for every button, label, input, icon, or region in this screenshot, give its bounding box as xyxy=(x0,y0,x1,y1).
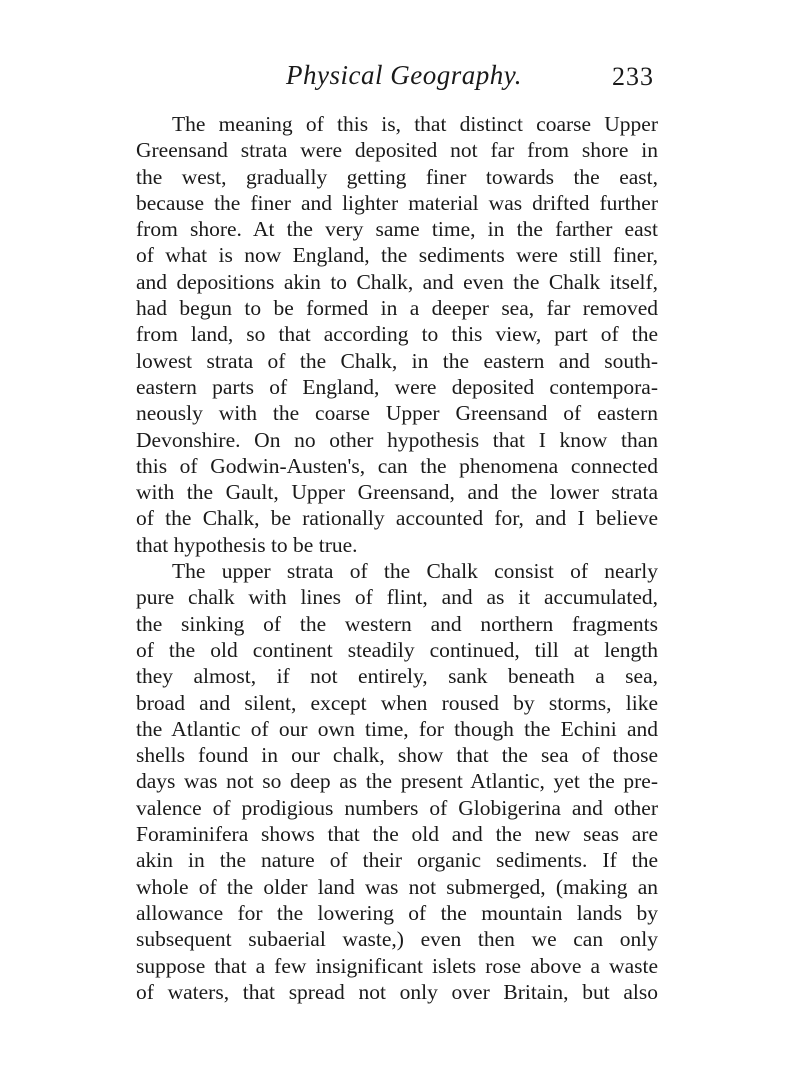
text-line: valence of prodigious numbers of Globigerina and other xyxy=(136,795,658,820)
text-line: Greensand strata were deposited not far from shore in xyxy=(136,138,658,163)
running-head xyxy=(136,60,658,100)
text-line: from shore. At the very same time, in the farther east xyxy=(136,217,658,242)
running-title: Physical Geography. xyxy=(286,60,522,90)
text-line: allowance for the lowering of the mountain lands by xyxy=(136,900,658,925)
text-line: of waters, that spread not only over Britain, but also xyxy=(136,979,658,1004)
text-line: of the Chalk, be rationally accounted for, and I believe xyxy=(136,506,658,531)
text-line: that hypothesis to be true. xyxy=(136,532,358,557)
text-line: had begun to be formed in a deeper sea, far removed xyxy=(136,296,658,321)
body-text xyxy=(136,111,658,1005)
text-line: because the finer and lighter material was drifted further xyxy=(136,190,658,215)
text-line: The meaning of this is, that distinct coarse Upper xyxy=(172,112,658,136)
text-line: akin in the nature of their organic sediments. If the xyxy=(136,848,658,873)
text-line: they almost, if not entirely, sank beneath a sea, xyxy=(136,664,658,689)
text-line: from land, so that according to this view, part of the xyxy=(136,322,658,347)
text-line: Devonshire. On no other hypothesis that I know than xyxy=(136,427,658,452)
text-line: subsequent subaerial waste,) even then we can only xyxy=(136,927,658,952)
text-line: with the Gault, Upper Greensand, and the lower strata xyxy=(136,480,658,505)
text-line: days was not so deep as the present Atlantic, yet the pre- xyxy=(136,769,658,794)
text-line: broad and silent, except when roused by storms, like xyxy=(136,690,658,715)
text-line: the Atlantic of our own time, for though the Echini and xyxy=(136,716,658,741)
text-line: this of Godwin-Austen's, can the phenomena connected xyxy=(136,453,658,478)
text-line: the sinking of the western and northern fragments xyxy=(136,611,658,636)
text-line: eastern parts of England, were deposited contempora- xyxy=(136,374,658,399)
text-line: neously with the coarse Upper Greensand of eastern xyxy=(136,401,658,426)
text-line: whole of the older land was not submerged, (making an xyxy=(136,874,658,899)
text-line: and depositions akin to Chalk, and even the Chalk itself, xyxy=(136,269,658,294)
text-line: suppose that a few insignificant islets rose above a waste xyxy=(136,953,658,978)
text-line: pure chalk with lines of flint, and as it accumulated, xyxy=(136,585,658,610)
page-number: 233 xyxy=(612,62,654,91)
paragraph-1 xyxy=(136,111,658,558)
text-line: Foraminifera shows that the old and the new seas are xyxy=(136,822,658,847)
text-line: of the old continent steadily continued, till at length xyxy=(136,637,658,662)
text-line: The upper strata of the Chalk consist of nearly xyxy=(172,559,658,584)
text-line: the west, gradually getting finer towards the east, xyxy=(136,164,658,189)
text-line: shells found in our chalk, show that the sea of those xyxy=(136,743,658,768)
text-line: lowest strata of the Chalk, in the eastern and south- xyxy=(136,348,658,373)
text-line: of what is now England, the sediments were still finer, xyxy=(136,243,658,268)
paragraph-2 xyxy=(136,558,658,1005)
